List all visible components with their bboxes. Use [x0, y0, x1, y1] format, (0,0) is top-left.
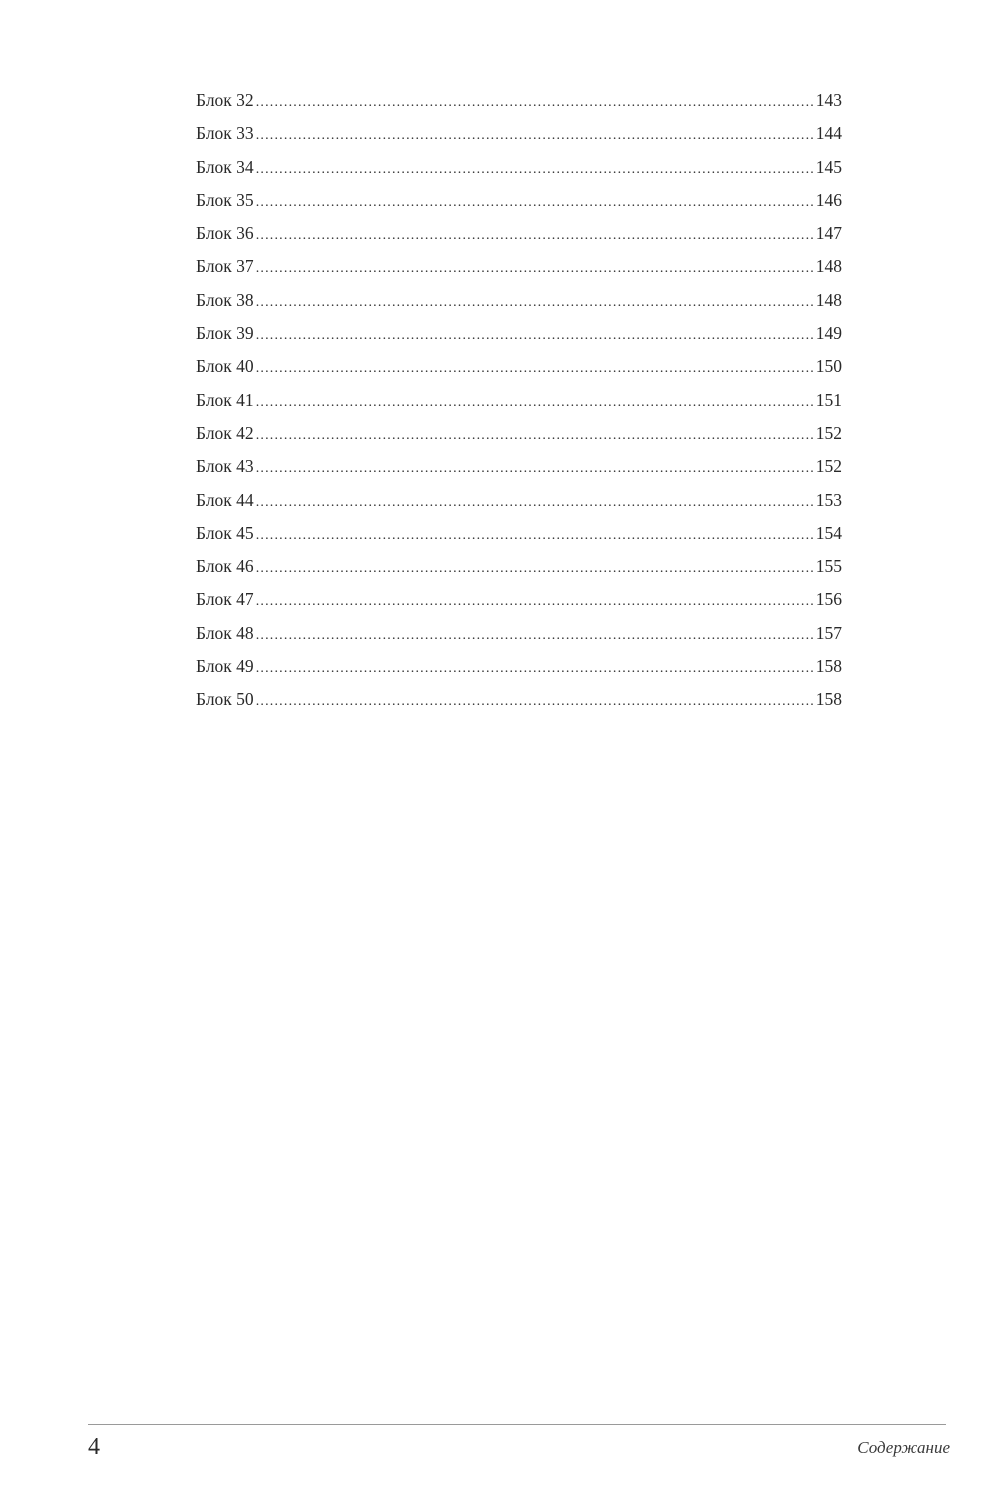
toc-entry-label: Блок 39	[196, 323, 254, 344]
toc-dot-leader	[256, 257, 814, 281]
toc-entry-page: 154	[815, 522, 842, 543]
toc-entry-label: Блок 45	[196, 522, 254, 543]
toc-entry-label: Блок 37	[196, 256, 254, 277]
toc-entry[interactable]	[196, 254, 842, 287]
toc-entry-page: 158	[815, 656, 842, 677]
toc-dot-leader	[256, 191, 814, 215]
toc-entry[interactable]	[196, 454, 842, 487]
toc-dot-leader	[256, 158, 814, 182]
toc-dot-leader	[256, 590, 814, 614]
toc-dot-leader	[256, 624, 814, 648]
toc-dot-leader	[256, 91, 814, 115]
toc-dot-leader	[256, 657, 814, 681]
toc-entry[interactable]	[196, 121, 842, 154]
toc-entry-label: Блок 47	[196, 589, 254, 610]
toc-entry[interactable]	[196, 654, 842, 687]
toc-entry[interactable]	[196, 687, 842, 720]
toc-entry[interactable]	[196, 388, 842, 421]
toc-entry[interactable]	[196, 488, 842, 521]
toc-dot-leader	[256, 690, 814, 714]
footer-divider	[88, 1424, 946, 1425]
toc-entry-label: Блок 44	[196, 489, 254, 510]
toc-dot-leader	[256, 391, 814, 415]
toc-entry-label: Блок 49	[196, 656, 254, 677]
toc-dot-leader	[256, 457, 814, 481]
toc-entry[interactable]	[196, 621, 842, 654]
toc-entry-label: Блок 43	[196, 456, 254, 477]
toc-entry[interactable]	[196, 155, 842, 188]
toc-entry-page: 149	[815, 323, 842, 344]
running-title: Содержание	[857, 1438, 950, 1457]
toc-entry[interactable]	[196, 421, 842, 454]
toc-entry-label: Блок 42	[196, 422, 254, 443]
toc-dot-leader	[256, 357, 814, 381]
toc-entry-page: 158	[815, 689, 842, 710]
toc-entry-page: 155	[815, 556, 842, 577]
toc-entry-page: 150	[815, 356, 842, 377]
toc-entry-page: 144	[815, 123, 842, 144]
toc-dot-leader	[256, 491, 814, 515]
toc-dot-leader	[256, 291, 814, 315]
toc-entry-label: Блок 38	[196, 289, 254, 310]
toc-entry-page: 146	[815, 189, 842, 210]
toc-entry-label: Блок 40	[196, 356, 254, 377]
toc-entry-label: Блок 35	[196, 189, 254, 210]
toc-dot-leader	[256, 424, 814, 448]
toc-entry-page: 153	[815, 489, 842, 510]
toc-entry-label: Блок 48	[196, 622, 254, 643]
toc-dot-leader	[256, 224, 814, 248]
toc-entry[interactable]	[196, 354, 842, 387]
toc-entry-page: 148	[815, 256, 842, 277]
toc-entry-page: 152	[815, 422, 842, 443]
toc-entry-label: Блок 46	[196, 556, 254, 577]
toc-entry[interactable]	[196, 288, 842, 321]
toc-dot-leader	[256, 524, 814, 548]
toc-entry[interactable]	[196, 521, 842, 554]
toc-entry-label: Блок 41	[196, 389, 254, 410]
toc-entry-label: Блок 33	[196, 123, 254, 144]
toc-dot-leader	[256, 557, 814, 581]
toc-entry-label: Блок 32	[196, 90, 254, 110]
toc-entry-page: 145	[815, 156, 842, 177]
toc-entry-page: 152	[815, 456, 842, 477]
toc-dot-leader	[256, 324, 814, 348]
toc-entry-page: 151	[815, 389, 842, 410]
toc-entry[interactable]	[196, 188, 842, 221]
toc-entry-page: 148	[815, 289, 842, 310]
toc-entry-label: Блок 34	[196, 156, 254, 177]
toc-entry-page: 156	[815, 589, 842, 610]
toc-entry-page: 157	[815, 622, 842, 643]
toc-entry[interactable]	[196, 221, 842, 254]
toc-dot-leader	[256, 124, 814, 148]
toc-entry-label: Блок 36	[196, 223, 254, 244]
toc-entry-label: Блок 50	[196, 689, 254, 710]
page-number: 4	[88, 1434, 100, 1460]
table-of-contents	[196, 88, 842, 721]
toc-entry[interactable]	[196, 587, 842, 620]
toc-entry-page: 147	[815, 223, 842, 244]
toc-entry[interactable]	[196, 554, 842, 587]
toc-entry[interactable]	[196, 88, 842, 121]
toc-entry-page: 143	[815, 90, 842, 110]
toc-entry[interactable]	[196, 321, 842, 354]
